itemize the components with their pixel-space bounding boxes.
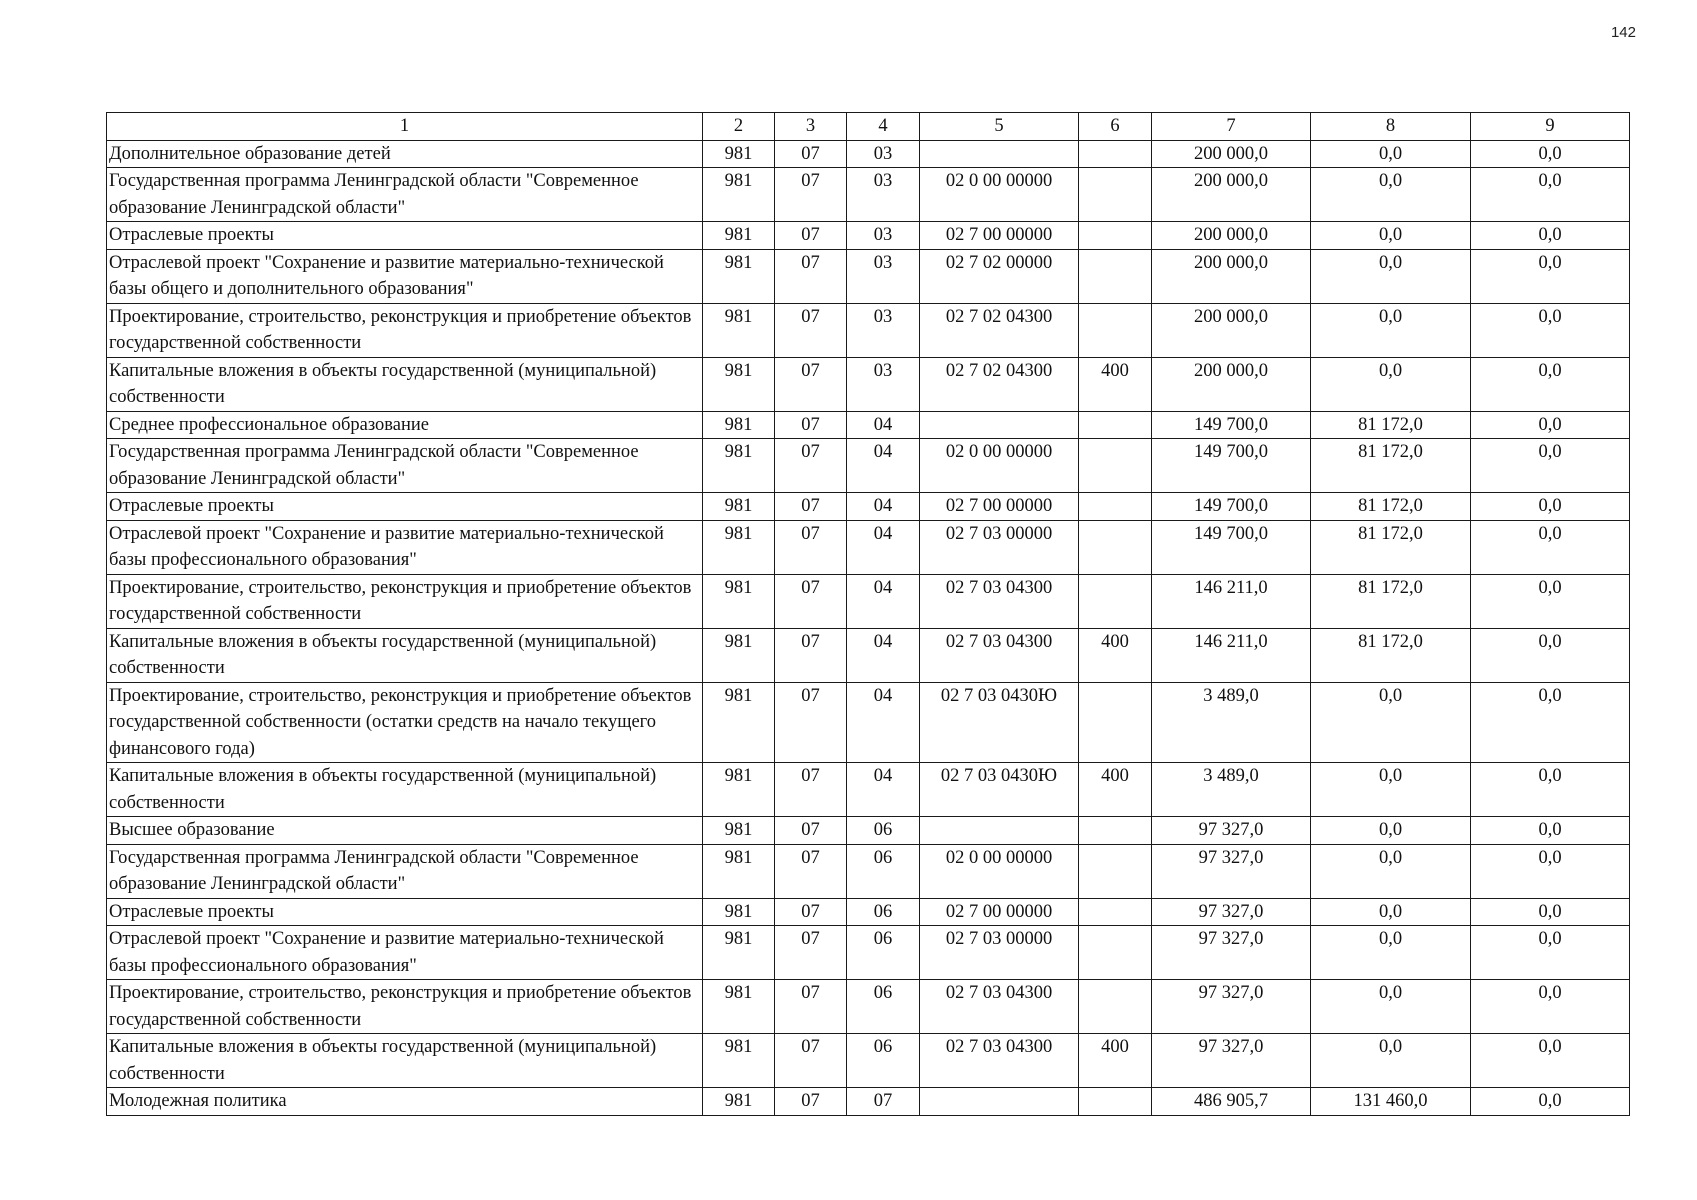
row-section-cell: 07	[775, 628, 847, 682]
row-amount-cell: 0,0	[1311, 168, 1471, 222]
row-target-article-cell: 02 7 00 00000	[920, 898, 1079, 926]
row-subsection-cell: 03	[847, 222, 920, 250]
row-amount-cell: 0,0	[1311, 980, 1471, 1034]
row-expense-type-cell	[1079, 140, 1152, 168]
row-name-cell: Отраслевой проект "Сохранение и развитие материально-технической базы общего и дополнительного образования"	[107, 249, 703, 303]
table-row	[107, 520, 1630, 574]
row-amount-cell: 97 327,0	[1152, 898, 1311, 926]
row-subsection-cell: 04	[847, 439, 920, 493]
row-target-article-cell: 02 7 03 04300	[920, 980, 1079, 1034]
row-expense-type-cell	[1079, 574, 1152, 628]
row-target-article-cell: 02 0 00 00000	[920, 844, 1079, 898]
row-name-cell: Отраслевой проект "Сохранение и развитие материально-технической базы профессионального образования"	[107, 520, 703, 574]
table-row	[107, 357, 1630, 411]
row-amount-cell: 97 327,0	[1152, 926, 1311, 980]
row-subsection-cell: 03	[847, 249, 920, 303]
row-subsection-cell: 04	[847, 411, 920, 439]
row-section-cell: 07	[775, 1088, 847, 1116]
row-amount-cell: 146 211,0	[1152, 574, 1311, 628]
row-amount-cell: 81 172,0	[1311, 493, 1471, 521]
table-row	[107, 844, 1630, 898]
table-row	[107, 926, 1630, 980]
row-amount-cell: 81 172,0	[1311, 574, 1471, 628]
row-expense-type-cell	[1079, 520, 1152, 574]
row-target-article-cell: 02 0 00 00000	[920, 168, 1079, 222]
row-amount-cell: 0,0	[1311, 249, 1471, 303]
row-expense-type-cell	[1079, 1088, 1152, 1116]
row-amount-cell: 3 489,0	[1152, 763, 1311, 817]
row-name-cell: Дополнительное образование детей	[107, 140, 703, 168]
row-code-cell: 981	[703, 411, 775, 439]
row-target-article-cell: 02 7 03 0430Ю	[920, 682, 1079, 763]
row-code-cell: 981	[703, 980, 775, 1034]
row-name-cell: Проектирование, строительство, реконструкция и приобретение объектов государственной собственности	[107, 980, 703, 1034]
row-target-article-cell: 02 7 03 04300	[920, 1034, 1079, 1088]
row-amount-cell: 97 327,0	[1152, 980, 1311, 1034]
row-code-cell: 981	[703, 763, 775, 817]
row-name-cell: Отраслевые проекты	[107, 898, 703, 926]
table-row	[107, 628, 1630, 682]
row-amount-cell: 0,0	[1311, 682, 1471, 763]
row-code-cell: 981	[703, 357, 775, 411]
row-section-cell: 07	[775, 222, 847, 250]
row-amount-cell: 149 700,0	[1152, 520, 1311, 574]
row-code-cell: 981	[703, 439, 775, 493]
table-header-row	[107, 113, 1630, 141]
row-section-cell: 07	[775, 980, 847, 1034]
row-amount-cell: 0,0	[1311, 303, 1471, 357]
row-expense-type-cell	[1079, 249, 1152, 303]
row-amount-cell: 0,0	[1471, 222, 1630, 250]
row-target-article-cell: 02 7 03 04300	[920, 628, 1079, 682]
row-section-cell: 07	[775, 844, 847, 898]
row-code-cell: 981	[703, 493, 775, 521]
row-section-cell: 07	[775, 168, 847, 222]
row-code-cell: 981	[703, 520, 775, 574]
row-amount-cell: 0,0	[1471, 411, 1630, 439]
row-subsection-cell: 06	[847, 844, 920, 898]
row-amount-cell: 0,0	[1471, 628, 1630, 682]
row-section-cell: 07	[775, 520, 847, 574]
row-amount-cell: 0,0	[1471, 140, 1630, 168]
row-expense-type-cell	[1079, 439, 1152, 493]
row-amount-cell: 0,0	[1311, 357, 1471, 411]
row-subsection-cell: 03	[847, 168, 920, 222]
row-code-cell: 981	[703, 303, 775, 357]
row-amount-cell: 200 000,0	[1152, 222, 1311, 250]
row-section-cell: 07	[775, 303, 847, 357]
row-target-article-cell	[920, 411, 1079, 439]
table-row	[107, 249, 1630, 303]
row-subsection-cell: 03	[847, 357, 920, 411]
table-row	[107, 439, 1630, 493]
row-target-article-cell: 02 7 00 00000	[920, 222, 1079, 250]
row-amount-cell: 0,0	[1471, 844, 1630, 898]
row-amount-cell: 81 172,0	[1311, 411, 1471, 439]
row-section-cell: 07	[775, 249, 847, 303]
row-subsection-cell: 04	[847, 574, 920, 628]
header-cell: 1	[107, 113, 703, 141]
row-code-cell: 981	[703, 898, 775, 926]
row-amount-cell: 200 000,0	[1152, 303, 1311, 357]
row-name-cell: Молодежная политика	[107, 1088, 703, 1116]
row-amount-cell: 0,0	[1311, 222, 1471, 250]
row-name-cell: Государственная программа Ленинградской области "Современное образование Ленинградской области"	[107, 844, 703, 898]
row-expense-type-cell: 400	[1079, 763, 1152, 817]
row-code-cell: 981	[703, 682, 775, 763]
row-amount-cell: 0,0	[1471, 168, 1630, 222]
row-subsection-cell: 04	[847, 628, 920, 682]
row-amount-cell: 486 905,7	[1152, 1088, 1311, 1116]
row-amount-cell: 0,0	[1311, 926, 1471, 980]
row-name-cell: Капитальные вложения в объекты государственной (муниципальной) собственности	[107, 1034, 703, 1088]
row-code-cell: 981	[703, 249, 775, 303]
row-code-cell: 981	[703, 574, 775, 628]
row-section-cell: 07	[775, 763, 847, 817]
row-expense-type-cell	[1079, 493, 1152, 521]
row-section-cell: 07	[775, 357, 847, 411]
row-name-cell: Капитальные вложения в объекты государственной (муниципальной) собственности	[107, 763, 703, 817]
row-amount-cell: 131 460,0	[1311, 1088, 1471, 1116]
table-row	[107, 898, 1630, 926]
row-amount-cell: 146 211,0	[1152, 628, 1311, 682]
row-subsection-cell: 06	[847, 817, 920, 845]
row-amount-cell: 3 489,0	[1152, 682, 1311, 763]
row-amount-cell: 200 000,0	[1152, 249, 1311, 303]
row-subsection-cell: 03	[847, 303, 920, 357]
row-amount-cell: 97 327,0	[1152, 817, 1311, 845]
row-section-cell: 07	[775, 140, 847, 168]
row-expense-type-cell	[1079, 817, 1152, 845]
row-amount-cell: 149 700,0	[1152, 411, 1311, 439]
row-amount-cell: 0,0	[1471, 763, 1630, 817]
row-target-article-cell: 02 7 02 04300	[920, 357, 1079, 411]
row-target-article-cell: 02 7 03 0430Ю	[920, 763, 1079, 817]
header-cell: 7	[1152, 113, 1311, 141]
table-row	[107, 411, 1630, 439]
row-target-article-cell: 02 7 03 00000	[920, 926, 1079, 980]
row-expense-type-cell	[1079, 844, 1152, 898]
table-row	[107, 168, 1630, 222]
row-target-article-cell: 02 7 00 00000	[920, 493, 1079, 521]
row-amount-cell: 0,0	[1471, 1034, 1630, 1088]
row-expense-type-cell: 400	[1079, 357, 1152, 411]
header-cell: 6	[1079, 113, 1152, 141]
row-subsection-cell: 03	[847, 140, 920, 168]
row-target-article-cell: 02 7 02 04300	[920, 303, 1079, 357]
header-cell: 4	[847, 113, 920, 141]
row-subsection-cell: 07	[847, 1088, 920, 1116]
row-name-cell: Капитальные вложения в объекты государственной (муниципальной) собственности	[107, 357, 703, 411]
row-name-cell: Высшее образование	[107, 817, 703, 845]
table-row	[107, 1088, 1630, 1116]
row-subsection-cell: 06	[847, 1034, 920, 1088]
row-code-cell: 981	[703, 1088, 775, 1116]
row-amount-cell: 81 172,0	[1311, 520, 1471, 574]
row-subsection-cell: 06	[847, 926, 920, 980]
budget-table	[106, 112, 1630, 1116]
row-code-cell: 981	[703, 140, 775, 168]
row-subsection-cell: 06	[847, 898, 920, 926]
header-cell: 3	[775, 113, 847, 141]
table-row	[107, 303, 1630, 357]
row-subsection-cell: 04	[847, 520, 920, 574]
row-target-article-cell: 02 7 03 04300	[920, 574, 1079, 628]
row-target-article-cell: 02 0 00 00000	[920, 439, 1079, 493]
table-row	[107, 980, 1630, 1034]
row-amount-cell: 0,0	[1471, 520, 1630, 574]
row-name-cell: Проектирование, строительство, реконструкция и приобретение объектов государственной собственности (остатки средств на начало текущего финансового года)	[107, 682, 703, 763]
header-cell: 9	[1471, 113, 1630, 141]
row-name-cell: Проектирование, строительство, реконструкция и приобретение объектов государственной собственности	[107, 303, 703, 357]
row-amount-cell: 0,0	[1471, 926, 1630, 980]
row-name-cell: Отраслевые проекты	[107, 493, 703, 521]
row-expense-type-cell	[1079, 168, 1152, 222]
row-expense-type-cell	[1079, 926, 1152, 980]
row-expense-type-cell	[1079, 411, 1152, 439]
row-amount-cell: 0,0	[1471, 439, 1630, 493]
row-amount-cell: 0,0	[1471, 493, 1630, 521]
row-code-cell: 981	[703, 817, 775, 845]
row-section-cell: 07	[775, 898, 847, 926]
row-amount-cell: 0,0	[1471, 357, 1630, 411]
row-amount-cell: 0,0	[1471, 303, 1630, 357]
row-section-cell: 07	[775, 411, 847, 439]
row-amount-cell: 0,0	[1311, 817, 1471, 845]
row-target-article-cell: 02 7 02 00000	[920, 249, 1079, 303]
row-subsection-cell: 06	[847, 980, 920, 1034]
row-section-cell: 07	[775, 817, 847, 845]
header-cell: 8	[1311, 113, 1471, 141]
row-name-cell: Капитальные вложения в объекты государственной (муниципальной) собственности	[107, 628, 703, 682]
row-amount-cell: 0,0	[1471, 898, 1630, 926]
row-amount-cell: 200 000,0	[1152, 357, 1311, 411]
table-row	[107, 817, 1630, 845]
row-amount-cell: 149 700,0	[1152, 493, 1311, 521]
row-amount-cell: 0,0	[1471, 249, 1630, 303]
row-subsection-cell: 04	[847, 682, 920, 763]
row-amount-cell: 97 327,0	[1152, 844, 1311, 898]
row-amount-cell: 0,0	[1311, 1034, 1471, 1088]
row-expense-type-cell: 400	[1079, 1034, 1152, 1088]
row-name-cell: Отраслевой проект "Сохранение и развитие материально-технической базы профессионального образования"	[107, 926, 703, 980]
row-amount-cell: 0,0	[1311, 763, 1471, 817]
row-section-cell: 07	[775, 926, 847, 980]
row-code-cell: 981	[703, 168, 775, 222]
row-amount-cell: 81 172,0	[1311, 439, 1471, 493]
row-amount-cell: 0,0	[1311, 140, 1471, 168]
row-expense-type-cell	[1079, 682, 1152, 763]
table-row	[107, 493, 1630, 521]
row-section-cell: 07	[775, 682, 847, 763]
row-name-cell: Государственная программа Ленинградской области "Современное образование Ленинградской области"	[107, 439, 703, 493]
row-code-cell: 981	[703, 222, 775, 250]
row-target-article-cell	[920, 1088, 1079, 1116]
table-row	[107, 574, 1630, 628]
row-section-cell: 07	[775, 439, 847, 493]
row-target-article-cell	[920, 817, 1079, 845]
row-expense-type-cell	[1079, 980, 1152, 1034]
row-code-cell: 981	[703, 1034, 775, 1088]
row-amount-cell: 0,0	[1471, 980, 1630, 1034]
row-amount-cell: 200 000,0	[1152, 168, 1311, 222]
row-code-cell: 981	[703, 844, 775, 898]
header-cell: 2	[703, 113, 775, 141]
row-expense-type-cell: 400	[1079, 628, 1152, 682]
row-subsection-cell: 04	[847, 493, 920, 521]
row-amount-cell: 0,0	[1471, 574, 1630, 628]
table-body	[107, 113, 1630, 1116]
row-section-cell: 07	[775, 493, 847, 521]
row-code-cell: 981	[703, 628, 775, 682]
row-name-cell: Государственная программа Ленинградской области "Современное образование Ленинградской области"	[107, 168, 703, 222]
row-target-article-cell	[920, 140, 1079, 168]
row-name-cell: Проектирование, строительство, реконструкция и приобретение объектов государственной собственности	[107, 574, 703, 628]
table-row	[107, 763, 1630, 817]
table-row	[107, 1034, 1630, 1088]
page-number: 142	[1610, 24, 1636, 41]
row-amount-cell: 97 327,0	[1152, 1034, 1311, 1088]
row-code-cell: 981	[703, 926, 775, 980]
row-amount-cell: 81 172,0	[1311, 628, 1471, 682]
row-expense-type-cell	[1079, 222, 1152, 250]
row-amount-cell: 200 000,0	[1152, 140, 1311, 168]
table-row	[107, 140, 1630, 168]
row-expense-type-cell	[1079, 898, 1152, 926]
row-amount-cell: 0,0	[1471, 1088, 1630, 1116]
row-section-cell: 07	[775, 1034, 847, 1088]
row-name-cell: Отраслевые проекты	[107, 222, 703, 250]
row-section-cell: 07	[775, 574, 847, 628]
row-amount-cell: 0,0	[1471, 817, 1630, 845]
header-cell: 5	[920, 113, 1079, 141]
row-expense-type-cell	[1079, 303, 1152, 357]
row-amount-cell: 149 700,0	[1152, 439, 1311, 493]
row-amount-cell: 0,0	[1311, 844, 1471, 898]
table-row	[107, 222, 1630, 250]
row-name-cell: Среднее профессиональное образование	[107, 411, 703, 439]
table-row	[107, 682, 1630, 763]
row-amount-cell: 0,0	[1471, 682, 1630, 763]
row-target-article-cell: 02 7 03 00000	[920, 520, 1079, 574]
row-subsection-cell: 04	[847, 763, 920, 817]
row-amount-cell: 0,0	[1311, 898, 1471, 926]
